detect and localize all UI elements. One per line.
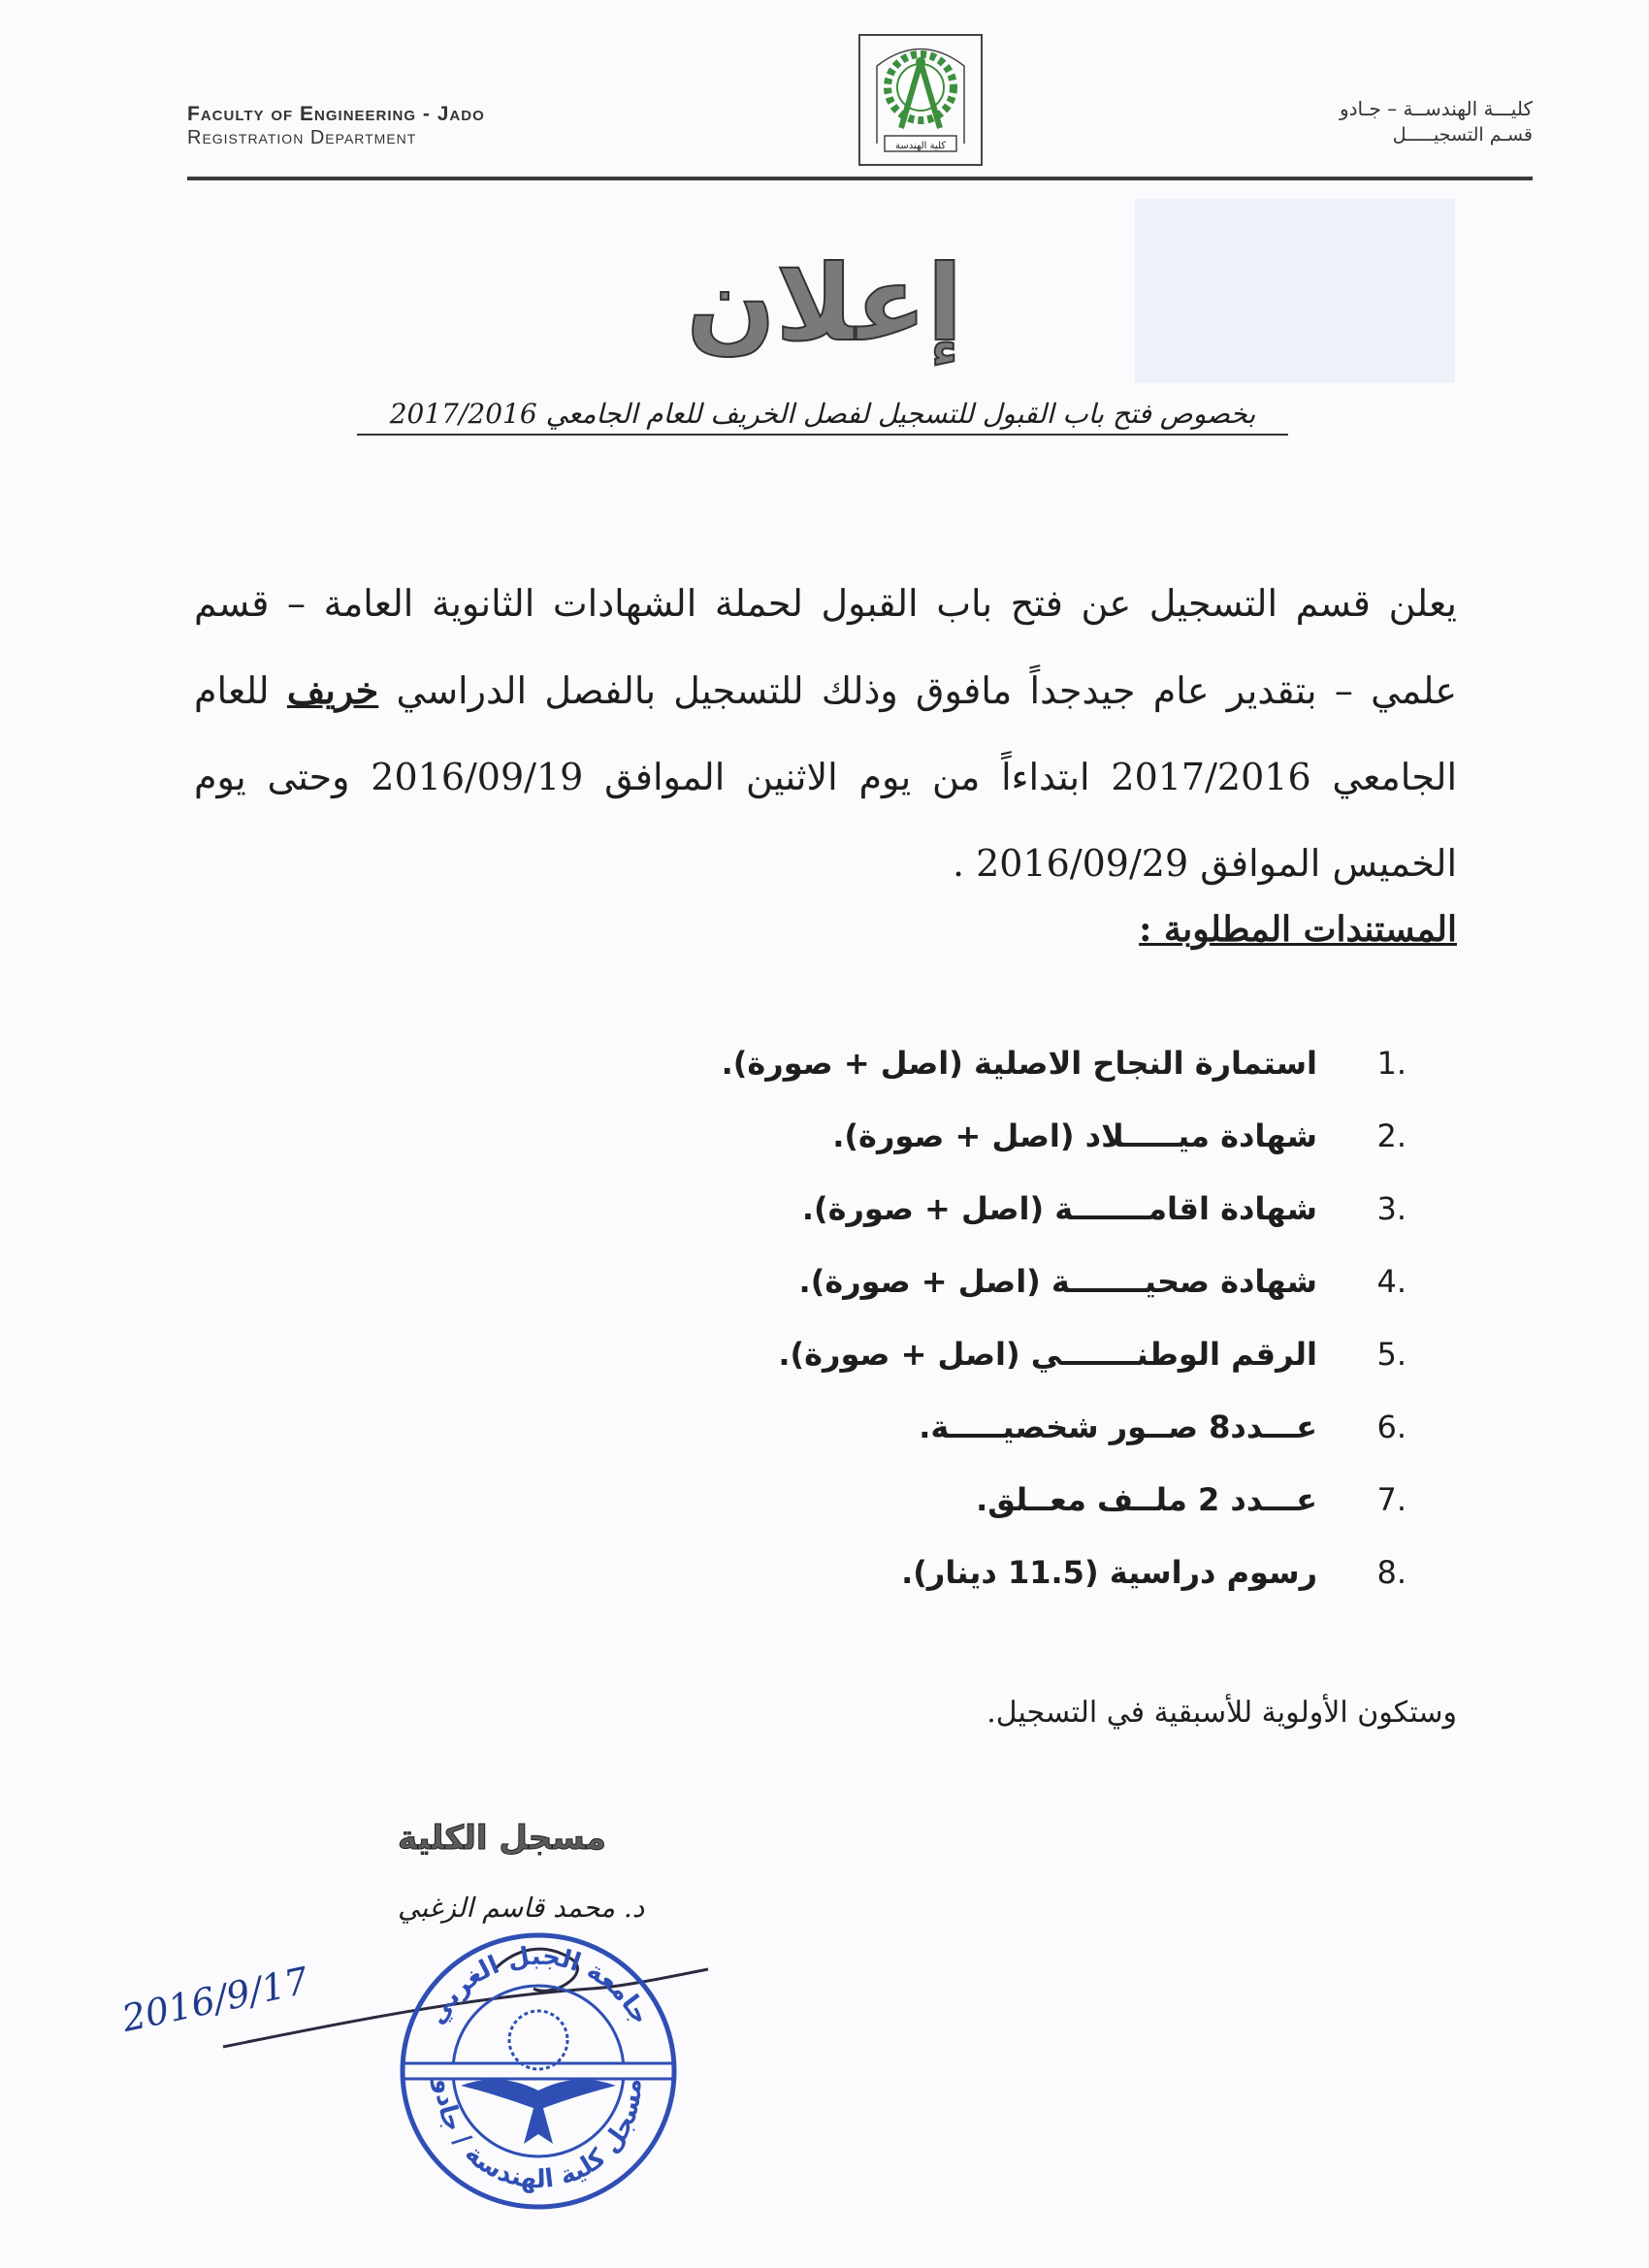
body-part1: يعلن قسم التسجيل عن فتح باب القبول لحملة الشهادات الثانوية العامة – قسم علمي – بتقدير عام جيدجداً مافوق وذلك للتسجيل بالفصل الدراسي [194, 582, 1457, 712]
item-text: شهادة صحيـــــــة (اصل + صورة). [798, 1262, 1317, 1300]
item-text: عـــدد8 صــور شخصيـــــة. [919, 1408, 1317, 1445]
registrar-title: مسجل الكلية [398, 1819, 606, 1858]
handwritten-date: 2016/9/17 [118, 1959, 312, 2041]
department-name-en: Registration Department [187, 127, 417, 149]
item-text: شهادة اقامـــــــة (اصل + صورة). [801, 1189, 1317, 1227]
item-text: استمارة النجاح الاصلية (اصل + صورة). [721, 1044, 1317, 1082]
item-number: 2. [1376, 1117, 1406, 1154]
announcement-title: إعلان [686, 243, 963, 365]
header-arabic [1222, 95, 1533, 148]
announcement-subtitle: بخصوص فتح باب القبول للتسجيل لفصل الخريف للعام الجامعي 2017/2016 [357, 398, 1288, 436]
item-text: الرقم الوطنـــــــي (اصل + صورة). [778, 1335, 1317, 1373]
header-divider [187, 177, 1533, 180]
list-item [630, 1099, 1406, 1172]
faculty-name-en: Faculty of Engineering - Jado [187, 103, 485, 125]
list-item [630, 1172, 1406, 1245]
body-part2: للعام الجامعي 2017/2016 ابتداءاً من يوم الاثنين الموافق 2016/09/19 وحتى يوم الخميس الموافق 2016/09/29 . [194, 669, 1458, 885]
item-number: 8. [1376, 1553, 1406, 1591]
signer-name: د. محمد قاسم الزغبي [398, 1892, 645, 1924]
department-name-ar: قسـم التسجيـــــل [1392, 124, 1533, 146]
required-documents-title: المستندات المطلوبة : [1139, 909, 1457, 950]
list-item [630, 1463, 1406, 1536]
item-number: 3. [1376, 1189, 1406, 1227]
svg-text:جامعة الجبل الغربي: جامعة الجبل الغربي [421, 1941, 656, 2030]
item-text: عـــدد 2 ملــف معــلق. [976, 1480, 1317, 1518]
required-documents-list [630, 1026, 1406, 1608]
item-text: شهادة ميـــــلاد (اصل + صورة). [832, 1117, 1317, 1154]
list-item [630, 1390, 1406, 1463]
item-number: 6. [1376, 1408, 1406, 1445]
list-item [630, 1317, 1406, 1390]
announcement-body [194, 561, 1457, 907]
list-item [630, 1026, 1406, 1099]
item-number: 1. [1376, 1044, 1406, 1082]
faculty-name-ar: كليـــة الهندســة – جـادو [1339, 97, 1533, 120]
official-seal-icon [393, 1926, 684, 2217]
svg-text:كلية الهندسة: كلية الهندسة [894, 141, 947, 151]
item-number: 4. [1376, 1262, 1406, 1300]
semester-name: خريف [286, 668, 379, 712]
list-item [630, 1536, 1406, 1608]
faculty-compass-gear-logo-icon [848, 27, 993, 173]
item-number: 7. [1376, 1480, 1406, 1518]
list-item [630, 1245, 1406, 1317]
svg-text:مسجل كلية الهندسة / جادو: مسجل كلية الهندسة / جادو [429, 2078, 648, 2195]
item-number: 5. [1376, 1335, 1406, 1373]
item-text: رسوم دراسية (11.5 دينار). [901, 1553, 1317, 1591]
header-english [187, 102, 485, 149]
priority-note: وستكون الأولوية للأسبقية في التسجيل. [986, 1696, 1457, 1730]
